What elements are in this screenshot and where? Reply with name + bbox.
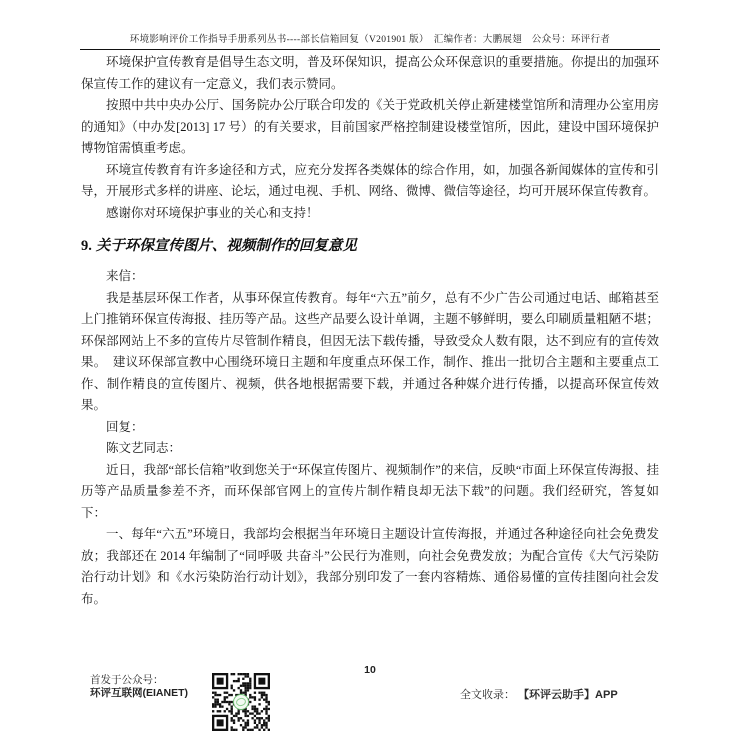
- page-number: 10: [364, 664, 376, 676]
- paragraph: 环境宣传教育有许多途径和方式，应充分发挥各类媒体的综合作用，如，加强各新闻媒体的宣传和引导，开展形式多样的讲座、论坛，通过电视、手机、网络、微博、微信等途径，均可开展环保宣传教育。: [81, 162, 659, 198]
- footer-publisher-line1: 首发于公众号：: [90, 674, 164, 686]
- paragraph: 感谢你对环境保护事业的关心和支持！: [106, 205, 319, 220]
- footer-publisher-line2: 环评互联网(EIANET): [90, 687, 188, 699]
- letter-label: 来信：: [106, 269, 144, 283]
- qr-center-logo-icon: [233, 694, 249, 710]
- footer-app-note: [460, 686, 618, 702]
- paragraph: 环境保护宣传教育是倡导生态文明，普及环保知识，提高公众环保意识的重要措施。你提出的加强环保宣传工作的建议有一定意义，我们表示赞同。: [81, 55, 659, 91]
- footer-app-name: 【环评云助手】APP: [518, 689, 618, 701]
- letter-text: 我是基层环保工作者，从事环保宣传教育。每年“六五”前夕，总有不少广告公司通过电话、邮箱甚至上门推销环保宣传海报、挂历等产品。这些产品要么设计单调，主题不够鲜明，要么印刷质量粗陋不堪；环保部网站上不多的宣传片尽管制作精良，但因无法下载传播，导致受众人数有限，达不到应有的宣传效果。 建议环保部宣教中心围绕环境日主题和年度重点环保工作，制作、推出一批切合主题和主要重点工作、制作精良的宣传图片、视频，供各地根据需要下载，并通过各种媒介进行传播，以提高环保宣传效果。: [81, 290, 659, 412]
- page-body: [81, 52, 659, 610]
- qr-code: [212, 673, 270, 731]
- section-number: 9.: [81, 238, 92, 254]
- section-heading: [81, 236, 659, 256]
- paragraph: 近日，我部“部长信箱”收到您关于“环保宣传图片、视频制作”的来信，反映“市面上环保宣传海报、挂历等产品质量参差不齐，而环保部官网上的宣传片制作精良却无法下载”的问题。我们经研究，答复如下：: [81, 462, 659, 520]
- footer-publisher: [90, 674, 188, 700]
- paragraph: 按照中共中央办公厅、国务院办公厅联合印发的《关于党政机关停止新建楼堂馆所和清理办公室用房的通知》（中办发[2013] 17 号）的有关要求，目前国家严格控制建设楼堂馆所，因此，建设中国环境保护博物馆需慎重考虑。: [81, 98, 659, 155]
- reply-label: 回复：: [106, 419, 144, 434]
- page-header: 环境影响评价工作指导手册系列丛书----部长信箱回复（V201901 版） 汇编作者：大鹏展翅 公众号：环评行者: [80, 31, 660, 50]
- section-title: 关于环保宣传图片、视频制作的回复意见: [95, 238, 357, 254]
- footer-app-prefix: 全文收录：: [460, 689, 515, 701]
- paragraph: 一、每年“六五”环境日，我部均会根据当年环境日主题设计宣传海报，并通过各种途径向社会免费发放；我部还在 2014 年编制了“同呼吸 共奋斗”公民行为准则，向社会免费发放；为配合宣传《大气污染防治行动计划》和《水污染防治行动计划》，我部分别印发了一套内容精炼、通俗易懂的宣传挂图向社会发布。: [81, 527, 659, 606]
- salutation: 陈文艺同志：: [106, 441, 182, 455]
